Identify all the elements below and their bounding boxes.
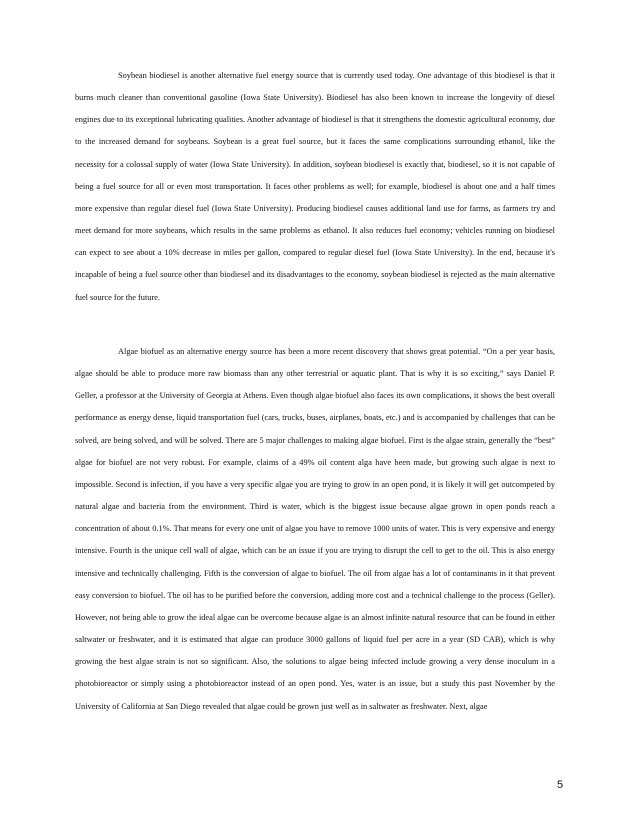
paragraph-soybean-biodiesel: Soybean biodiesel is another alternative fuel energy source that is currently used today. One advantage of this biodiesel is that it burns much cleaner than conventional gasoline (Iowa State University). Biodiesel has also been known to increase the longevity of diesel engines due to its exceptional lubricating qualities. Another advantage of biodiesel is that it strengthens the domestic agricultural economy, due to the increased demand for soybeans. Soybean is a great fuel source, but it faces the same complications surrounding ethanol, like the necessity for a colossal supply of water (Iowa State University). In addition, soybean biodiesel is exactly that, biodiesel, so it is not capable of being a fuel source for all or even most transportation. It faces other problems as well; for example, biodiesel is about one and a half times more expensive than regular diesel fuel (Iowa State University). Producing biodiesel causes additional land use for farms, as farmers try and meet demand for more soybeans, which results in the same problems as ethanol. It also reduces fuel economy; vehicles running on biodiesel can expect to see about a 10% decrease in miles per gallon, compared to regular diesel fuel (Iowa State University). In the end, because it's incapable of being a fuel source other than biodiesel and its disadvantages to the economy, soybean biodiesel is rejected as the main alternative fuel source for the future. [75, 71, 555, 302]
paragraph-algae-biofuel: Algae biofuel as an alternative energy source has been a more recent discovery that shows great potential. “On a per year basis, algae should be able to produce more raw biomass than any other terrestrial or aquatic plant. That is why it is so exciting,” says Daniel P. Geller, a professor at the University of Georgia at Athens. Even though algae biofuel also faces its own complications, it shows the best overall performance as energy dense, liquid transportation fuel (cars, trucks, buses, airplanes, boats, etc.) and is accompanied by challenges that can be solved, are being solved, and will be solved. There are 5 major challenges to making algae biofuel. First is the algae strain, generally the “best” algae for biofuel are not very robust. For example, claims of a 49% oil content alga have been made, but growing such algae is next to impossible. Second is infection, if you have a very specific algae you are trying to grow in an open pond, it is likely it will get outcompeted by natural algae and bacteria from the environment. Third is water, which is the biggest issue because algae grown in open ponds reach a concentration of about 0.1%. That means for every one unit of algae you have to remove 1000 units of water. This is very expensive and energy intensive. Fourth is the unique cell wall of algae, which can be an issue if you are trying to disrupt the cell to get to the oil. This is also energy intensive and technically challenging. Fifth is the conversion of algae to biofuel. The oil from algae has a lot of contaminants in it that prevent easy conversion to biofuel. The oil has to be purified before the conversion, adding more cost and a technical challenge to the process (Geller). However, not being able to grow the ideal algae can be overcome because algae is an almost infinite natural resource that can be found in either saltwater or freshwater, and it is estimated that algae can produce 3000 gallons of liquid fuel per acre in a year (SD CAB), which is why growing the best algae strain is not so significant. Also, the solutions to algae being infected include growing a very dense inoculum in a photobioreactor or simply using a photobioreactor instead of an open pond. Yes, water is an issue, but a study this past November by the University of California at San Diego revealed that algae could be grown just well as in saltwater as freshwater. Next, algae [75, 347, 555, 711]
page-number: 5 [556, 779, 564, 791]
